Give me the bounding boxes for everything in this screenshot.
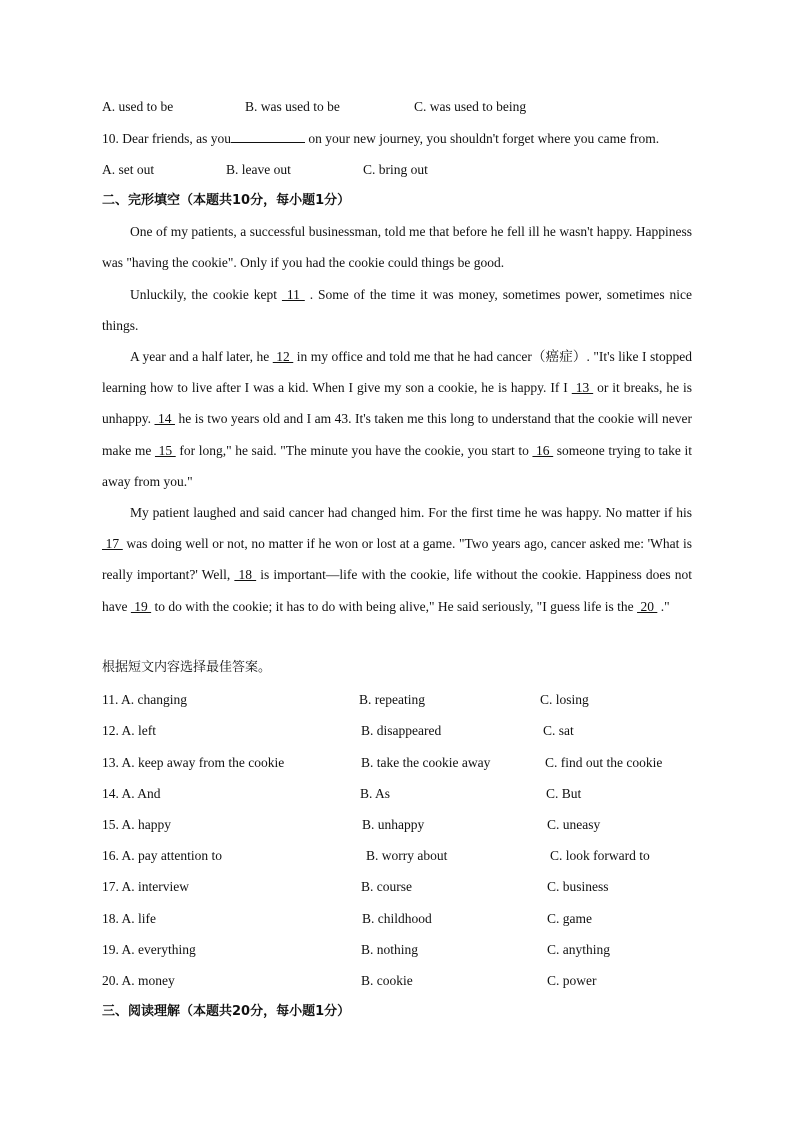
section3-heading: 三、阅读理解（本题共20分，每小题1分） bbox=[102, 1004, 351, 1019]
blank-17: 17 bbox=[102, 536, 123, 552]
q16-option-b: B. worry about bbox=[366, 848, 448, 863]
q14-option-b: B. As bbox=[360, 786, 391, 801]
q15-option-a: 15. A. happy bbox=[102, 817, 171, 832]
passage-paragraph-4: My patient laughed and said cancer had changed him. For the first time he was happy. No matter if his 17 was doing well or not, no matter if he won or lost at a game. "Two years ago, cancer asked me: 'What is really important?' Well, 18 is important—life with the cookie, life without the cookie. Happiness does not have 19 to do with the cookie; it has to do with being alive," He said seriously, "I guess life is the 20 ." bbox=[102, 505, 692, 614]
q10-stem-after: on your new journey, you shouldn't forget where you came from. bbox=[304, 131, 660, 146]
q18-option-b: B. childhood bbox=[362, 911, 432, 926]
q9-option-a: A. used to be bbox=[102, 99, 174, 114]
q14-option-a: 14. A. And bbox=[102, 786, 161, 801]
q19-option-c: C. anything bbox=[547, 942, 610, 957]
q10-stem bbox=[102, 130, 659, 148]
blank-15: 15 bbox=[154, 442, 176, 458]
section2-heading: 二、完形填空（本题共10分，每小题1分） bbox=[102, 193, 351, 208]
q13-option-c: C. find out the cookie bbox=[545, 755, 663, 770]
q18-option-c: C. game bbox=[547, 911, 592, 926]
instruction: 根据短文内容选择最佳答案。 bbox=[102, 660, 272, 675]
q14-option-c: C. But bbox=[546, 786, 582, 801]
blank-13: 13 bbox=[571, 380, 594, 396]
q10-option-b: B. leave out bbox=[226, 162, 291, 177]
passage-paragraph-2: Unluckily, the cookie kept 11 . Some of the time it was money, sometimes power, sometimes nice things. bbox=[102, 287, 693, 334]
q9-option-c: C. was used to being bbox=[414, 99, 527, 114]
blank-12: 12 bbox=[272, 349, 294, 364]
q10-option-a: A. set out bbox=[102, 162, 155, 177]
passage-paragraph-1: One of my patients, a successful businessman, told me that before he fell ill he wasn't happy. Happiness was "having the cookie". Only if you had the cookie could things be good. bbox=[102, 224, 692, 271]
q16-option-a: 16. A. pay attention to bbox=[102, 848, 222, 863]
blank-18: 18 bbox=[234, 567, 257, 583]
q12-option-a: 12. A. left bbox=[102, 723, 156, 738]
q15-option-b: B. unhappy bbox=[362, 817, 425, 832]
q17-option-b: B. course bbox=[361, 879, 412, 894]
q11-option-c: C. losing bbox=[540, 692, 589, 707]
q20-option-c: C. power bbox=[547, 973, 597, 988]
blank-14: 14 bbox=[154, 411, 175, 427]
q10-blank bbox=[231, 130, 305, 143]
blank-16: 16 bbox=[532, 442, 554, 458]
q16-option-c: C. look forward to bbox=[550, 848, 650, 863]
q17-option-c: C. business bbox=[547, 879, 609, 894]
q11-option-a: 11. A. changing bbox=[102, 692, 187, 707]
q12-option-b: B. disappeared bbox=[361, 723, 442, 738]
q19-option-a: 19. A. everything bbox=[102, 942, 196, 957]
passage-paragraph-3: A year and a half later, he 12 in my office and told me that he had cancer（癌症）. "It's like I stopped learning how to live after I was a kid. When I give my son a cookie, he is happy. If I 13 or it breaks, he is unhappy. 14 he is two years old and I am 43. It's taken me this long to understand that the cookie will never make me 15 for long," he said. "The minute you have the cookie, you start to 16 someone trying to take it away from you." bbox=[102, 349, 693, 489]
q20-option-b: B. cookie bbox=[361, 973, 413, 988]
blank-11: 11 bbox=[281, 287, 305, 302]
q19-option-b: B. nothing bbox=[361, 942, 419, 957]
q17-option-a: 17. A. interview bbox=[102, 879, 189, 894]
q15-option-c: C. uneasy bbox=[547, 817, 601, 832]
blank-19: 19 bbox=[130, 598, 152, 614]
q10-stem-before: 10. Dear friends, as you bbox=[102, 131, 231, 146]
q12-option-c: C. sat bbox=[543, 723, 574, 738]
q10-option-c: C. bring out bbox=[363, 162, 428, 177]
blank-20: 20 bbox=[637, 598, 658, 614]
q20-option-a: 20. A. money bbox=[102, 973, 175, 988]
q11-option-b: B. repeating bbox=[359, 692, 425, 707]
q18-option-a: 18. A. life bbox=[102, 911, 156, 926]
q13-option-b: B. take the cookie away bbox=[361, 755, 491, 770]
q13-option-a: 13. A. keep away from the cookie bbox=[102, 755, 285, 770]
q9-option-b: B. was used to be bbox=[245, 99, 340, 114]
